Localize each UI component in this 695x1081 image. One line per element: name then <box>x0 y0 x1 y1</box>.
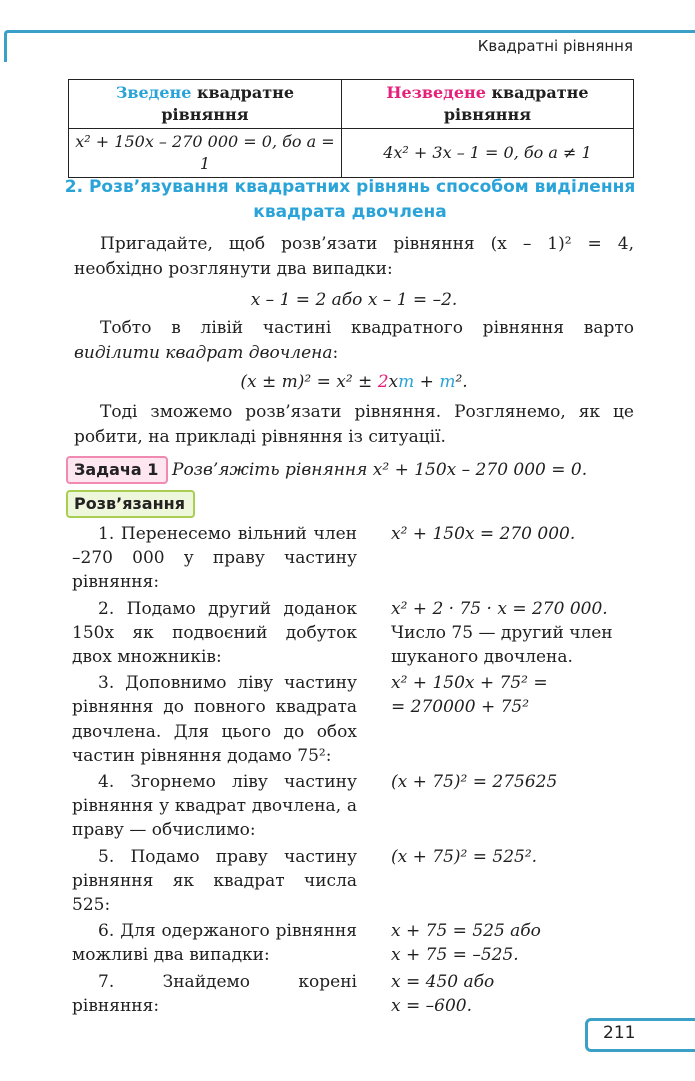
step-description: 7. Знайдемо корені рівняння: <box>72 971 357 1016</box>
table-header-reduced <box>69 80 342 129</box>
step-math-line: x + 75 = 525 або <box>391 921 541 942</box>
step-math <box>391 919 647 969</box>
eq2-x: x <box>388 372 399 392</box>
table-cell-unreduced-example: 4x² + 3x – 1 = 0, бо a ≠ 1 <box>341 129 633 178</box>
step-row <box>72 919 647 969</box>
eq2-square: ². <box>455 372 468 392</box>
step-math <box>391 845 647 920</box>
step-row <box>72 770 647 845</box>
table-header-unreduced <box>341 80 633 129</box>
eq2-left: (x ± m)² = x² ± <box>240 372 378 392</box>
task-text: Розв’яжіть рівняння x² + 150x – 270 000 = 0. <box>172 460 588 480</box>
eq2-m1: m <box>398 372 415 392</box>
step-math <box>391 970 647 1020</box>
table-cell-reduced-example: x² + 150x – 270 000 = 0, бо a = 1 <box>69 129 342 178</box>
step-math-line: x = –600. <box>391 995 472 1016</box>
step-math-line: x + 75 = –525. <box>391 945 519 966</box>
paragraph-2 <box>74 316 634 366</box>
step-math-line: (x + 75)² = 525². <box>391 846 538 867</box>
paragraph-1: Пригадайте, щоб розв’язати рівняння (x – 1)² = 4, необхідно розглянути два випадки: <box>74 234 634 279</box>
step-description: 4. Згорнемо ліву частину рівняння у квадрат двочлена, а праву — обчислимо: <box>72 772 357 841</box>
step-math <box>391 522 647 597</box>
reduced-label: Зведене <box>115 83 192 102</box>
step-math-line: = 270000 + 75² <box>391 697 530 718</box>
equation-1: x – 1 = 2 або x – 1 = –2. <box>250 290 458 310</box>
step-math-line: x² + 2 · 75 · x = 270 000. <box>391 598 608 619</box>
step-row <box>72 671 647 770</box>
section-title: 2. Розв’язування квадратних рівнянь способом виділення квадрата двочлена <box>64 177 636 222</box>
equation-2 <box>74 370 634 395</box>
step-math-line: Число 75 — другий член <box>391 622 613 643</box>
step-math <box>391 671 647 770</box>
solution-badge: Розв’язання <box>66 490 195 518</box>
paragraph-2-end: : <box>332 343 339 363</box>
step-description: 5. Подамо праву частину рівняння як квадрат числа 525: <box>72 846 357 916</box>
paragraph-2-start: Тобто в лівій частині квадратного рівняння варто <box>100 318 634 338</box>
paragraph-2-italic: виділити квадрат двочлена <box>74 343 333 363</box>
page-number-box <box>585 1018 695 1052</box>
step-description: 6. Для одержаного рівняння можливі два випадки: <box>72 921 357 966</box>
unreduced-label: Незведене <box>386 83 486 102</box>
step-row <box>72 970 647 1020</box>
running-header-title: Квадратні рівняння <box>477 37 633 55</box>
step-description: 3. Доповнимо ліву частину рівняння до повного квадрата двочлена. Для цього до обох частин рівняння додамо 75²: <box>72 673 357 766</box>
unreduced-label-rest: квадратне рівняння <box>443 83 589 124</box>
task-badge: Задача 1 <box>66 456 168 484</box>
solution-steps <box>72 522 647 1020</box>
step-description: 1. Перенесемо вільний член –270 000 у праву частину рівняння: <box>72 524 357 593</box>
eq2-two: 2 <box>377 372 389 392</box>
step-description: 2. Подамо другий доданок 150x як подвоєний добуток двох множників: <box>72 598 357 668</box>
step-math-line: (x + 75)² = 275625 <box>391 772 558 793</box>
reduced-label-rest: квадратне рівняння <box>161 83 295 124</box>
step-math-line: шуканого двочлена. <box>391 647 573 668</box>
comparison-table <box>68 79 634 178</box>
step-math <box>391 597 647 672</box>
step-row <box>72 522 647 597</box>
step-math-line: x = 450 або <box>391 971 495 992</box>
step-math-line: x² + 150x = 270 000. <box>391 524 576 544</box>
step-row <box>72 845 647 920</box>
eq2-m2: m <box>439 372 456 392</box>
step-math-line: x² + 150x + 75² = <box>391 673 548 694</box>
page-number: 211 <box>603 1023 636 1043</box>
step-row <box>72 597 647 672</box>
paragraph-3: Тоді зможемо розв’язати рівняння. Розглянемо, як це робити, на прикладі рівняння із ситуації. <box>74 402 634 447</box>
step-math <box>391 770 647 845</box>
eq2-plus: + <box>414 372 440 392</box>
